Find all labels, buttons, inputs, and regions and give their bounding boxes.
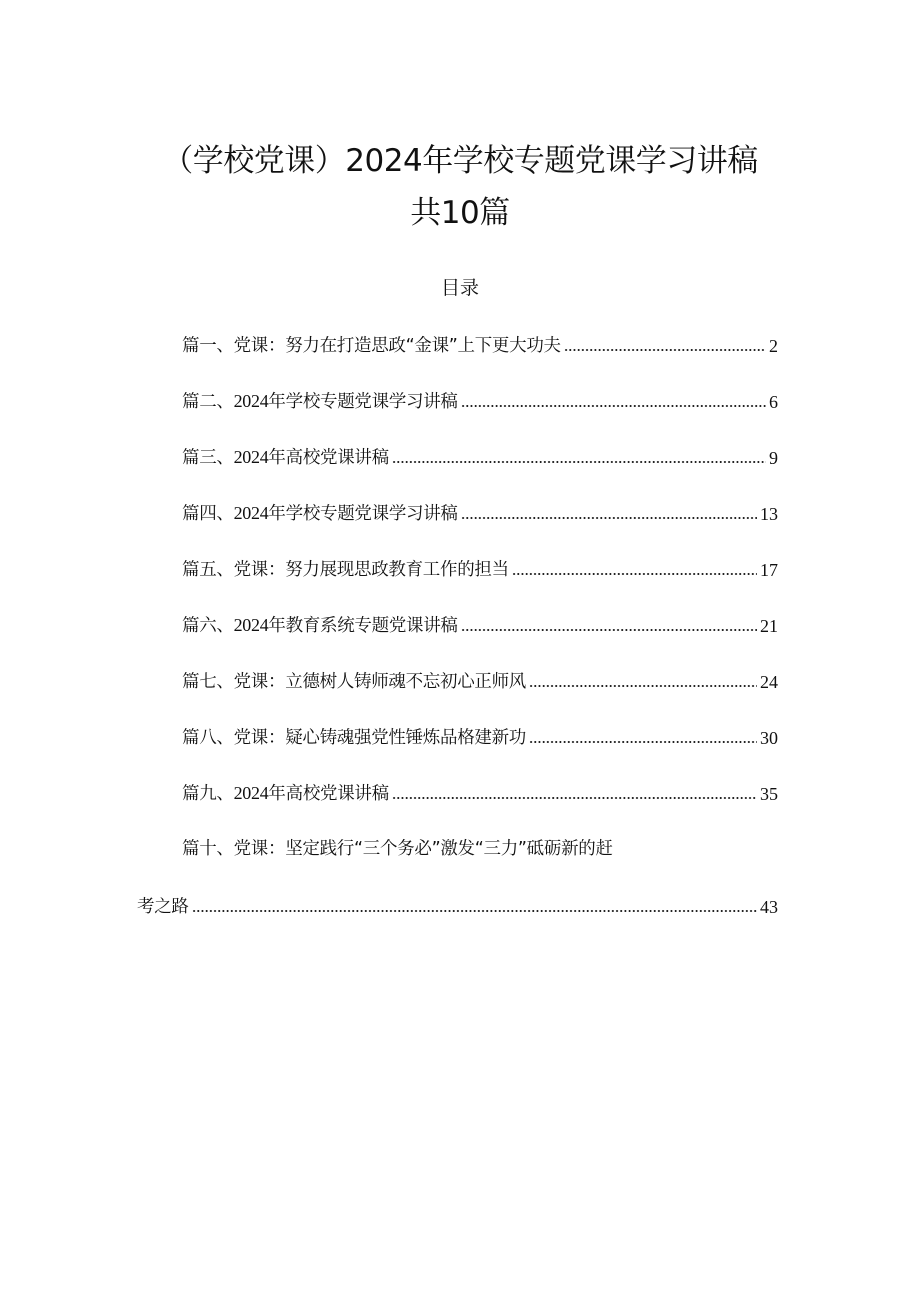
dot-leader (392, 459, 766, 465)
toc-entry-label: 篇二、2024年学校专题党课学习讲稿 (182, 391, 458, 412)
toc-entry-page: 17 (760, 560, 778, 580)
dot-leader (461, 627, 757, 633)
dot-leader (529, 683, 757, 689)
dot-leader (461, 403, 766, 409)
toc-entry-page: 24 (760, 672, 778, 692)
toc-entry-10-line-1[interactable]: 篇十、党课：坚定践行“三个务必”激发“三力”砥砺新的赶 (182, 839, 613, 859)
toc-entry-page: 13 (760, 504, 778, 524)
document-title-line-1: （学校党课）2024年学校专题党课学习讲稿 (162, 143, 758, 179)
toc-entry-page: 35 (760, 784, 778, 804)
toc-entry-label: 篇六、2024年教育系统专题党课讲稿 (182, 615, 458, 636)
dot-leader (512, 571, 757, 577)
toc-entry-4[interactable] (182, 500, 778, 526)
toc-entry-2[interactable] (182, 388, 778, 414)
dot-leader (529, 739, 757, 745)
dot-leader (461, 515, 757, 521)
toc-entry-page: 2 (769, 336, 778, 356)
toc-entry-page: 6 (769, 392, 778, 412)
toc-entry-label: 篇七、党课：立德树人铸师魂不忘初心正师风 (182, 672, 526, 692)
toc-entry-8[interactable] (182, 724, 778, 750)
toc-entry-10-line-2[interactable] (137, 893, 778, 919)
document-title-line-2: 共10篇 (410, 195, 510, 231)
toc-entry-9[interactable] (182, 780, 778, 806)
document-title (0, 137, 920, 237)
toc-entry-6[interactable] (182, 612, 778, 638)
toc-entry-page: 9 (769, 448, 778, 468)
toc-entry-label: 篇一、党课：努力在打造思政“金课”上下更大功夫 (182, 336, 561, 356)
toc-heading: 目录 (440, 277, 479, 299)
toc-entry-page: 21 (760, 616, 778, 636)
toc-entry-page: 43 (760, 897, 778, 917)
toc-entry-label: 篇三、2024年高校党课讲稿 (182, 447, 389, 468)
dot-leader (392, 795, 757, 801)
toc-entry-label: 篇八、党课：疑心铸魂强党性锤炼品格建新功 (182, 728, 526, 748)
toc-entry-label: 篇九、2024年高校党课讲稿 (182, 783, 389, 804)
toc-entry-label: 篇五、党课：努力展现思政教育工作的担当 (182, 560, 509, 580)
toc-entry-1[interactable] (182, 332, 778, 358)
toc-entry-5[interactable] (182, 556, 778, 582)
toc-entry-3[interactable] (182, 444, 778, 470)
dot-leader (192, 908, 757, 914)
dot-leader (564, 347, 766, 353)
toc-entry-page: 30 (760, 728, 778, 748)
toc-entry-label: 篇四、2024年学校专题党课学习讲稿 (182, 503, 458, 524)
toc-entry-label: 考之路 (137, 897, 189, 917)
toc-entry-7[interactable] (182, 668, 778, 694)
